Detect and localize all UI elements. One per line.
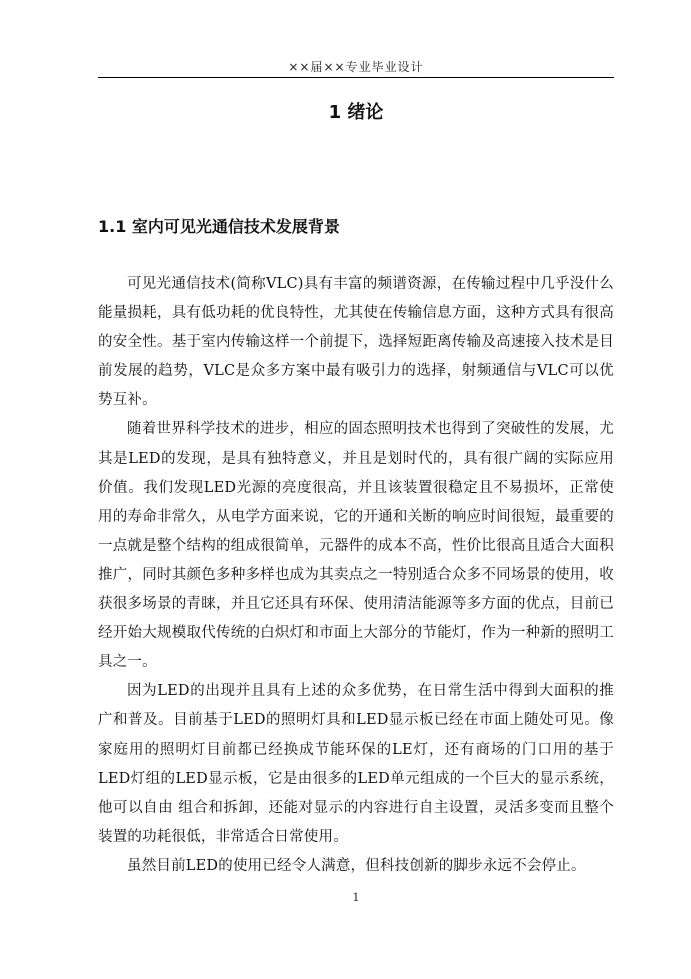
paragraph-4: 虽然目前LED的使用已经令人满意，但科技创新的脚步永远不会停止。: [127, 857, 586, 874]
page-number: 1: [352, 891, 360, 904]
section-title: 1.1 室内可见光通信技术发展背景: [98, 217, 340, 236]
header-divider: [98, 77, 614, 78]
body-text: [98, 270, 614, 881]
paragraph-2: 随着世界科学技术的进步，相应的固态照明技术也得到了突破性的发展，尤其是LED的发现，是具有独特意义，并且是划时代的，具有很广阔的实际应用价值。我们发现LED光源的亮度很高，并且该装置很稳定且不易损坏，正常使用的寿命非常久，从电学方面来说，它的开通和关断的响应时间很短，最重要的一点就是整个结构的组成很简单，元器件的成本不高，性价比很高且适合大面积推广，同时其颜色多种多样也成为其卖点之一特别适合众多不同场景的使用，收获很多场景的青睐，并且它还具有环保、使用清洁能源等多方面的优点，目前已经开始大规模取代传统的白炽灯和市面上大部分的节能灯，作为一种新的照明工具之一。: [98, 421, 614, 671]
page-header: ××届××专业毕业设计: [288, 60, 424, 74]
chapter-title: 1 绪论: [328, 102, 384, 123]
paragraph-1: 可见光通信技术(简称VLC)具有丰富的频谱资源，在传输过程中几乎没什么能量损耗，具有低功耗的优良特性，尤其使在传输信息方面，这种方式具有很高的安全性。基于室内传输这样一个前提下，选择短距离传输及高速接入技术是目前发展的趋势，VLC是众多方案中最有吸引力的选择，射频通信与VLC可以优势互补。: [98, 276, 614, 409]
paragraph-3: 因为LED的出现并且具有上述的众多优势，在日常生活中得到大面积的推广和普及。目前基于LED的照明灯具和LED显示板已经在市面上随处可见。像家庭用的照明灯目前都已经换成节能环保的LE灯，还有商场的门口用的基于LED灯组的LED显示板，它是由很多的LED单元组成的一个巨大的显示系统，他可以自由 组合和拆卸，还能对显示的内容进行自主设置，灵活多变而且整个装置的功耗很低，非常适合日常使用。: [98, 683, 614, 845]
